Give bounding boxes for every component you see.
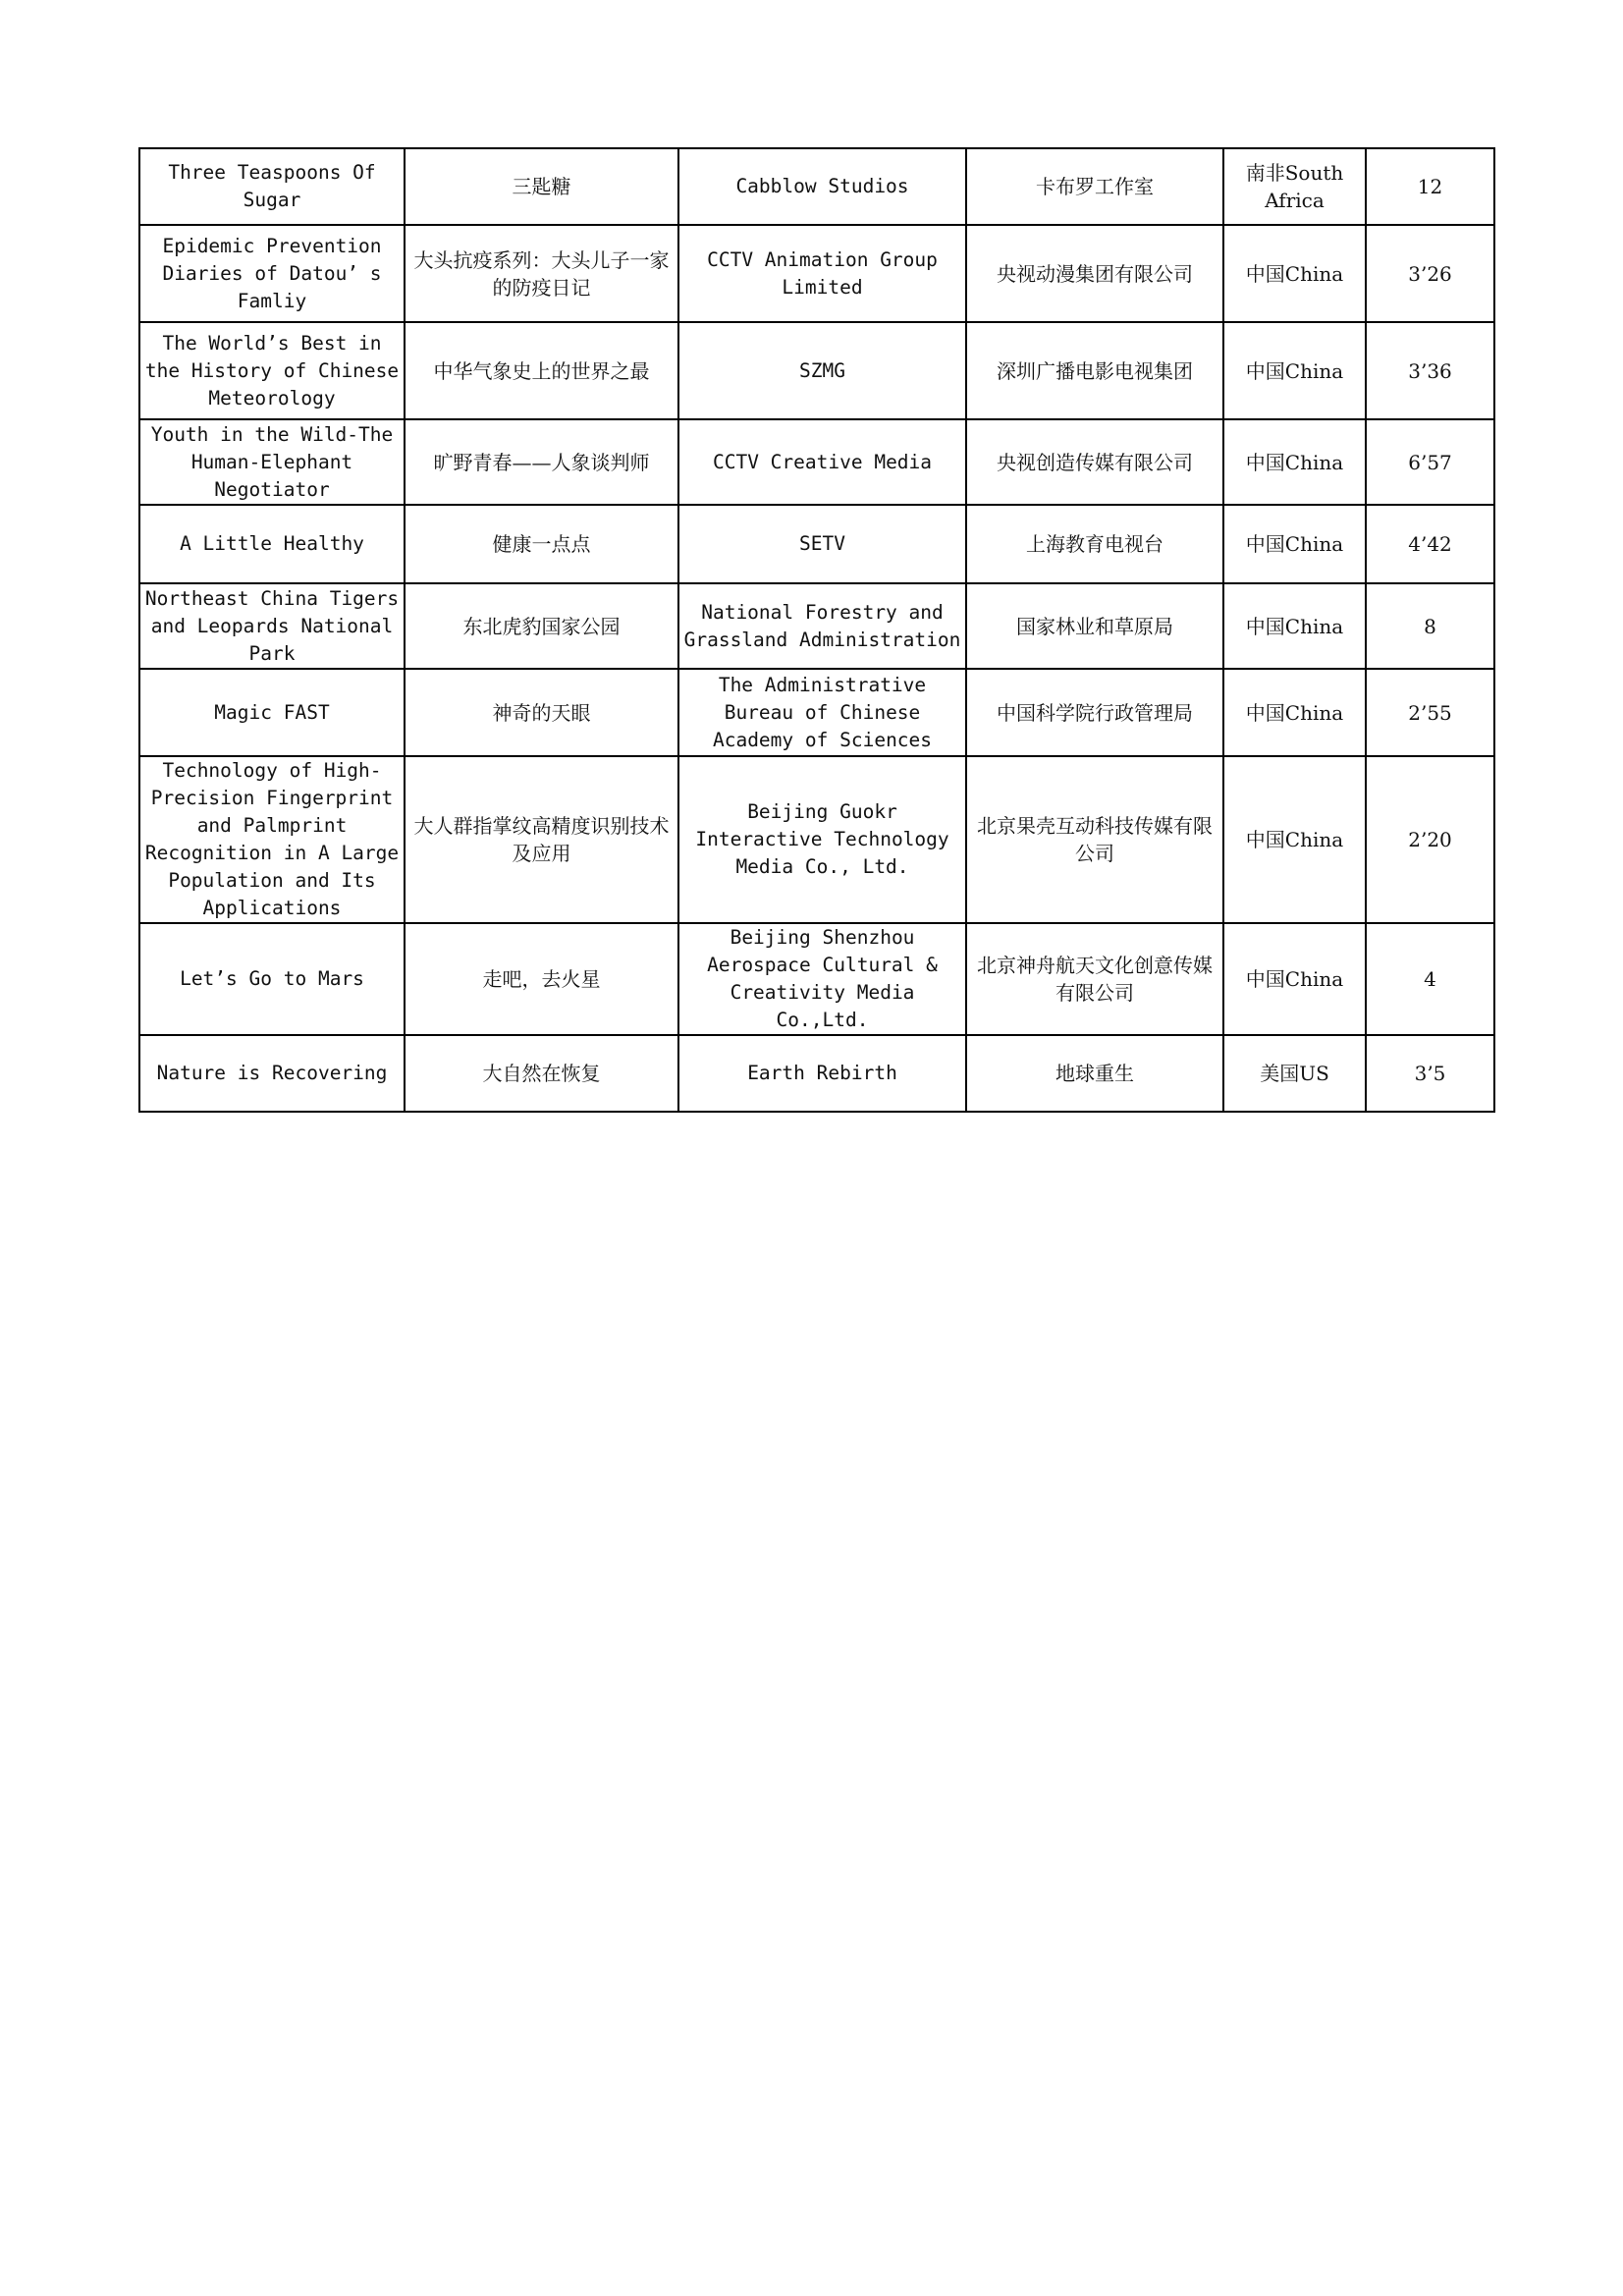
title-en-cell: Northeast China Tigers and Leopards National Park xyxy=(139,583,405,669)
producer-cn-cell: 卡布罗工作室 xyxy=(966,148,1223,225)
table-row xyxy=(139,505,1494,583)
duration-cell: 2’20 xyxy=(1366,756,1494,923)
table-row xyxy=(139,583,1494,669)
duration-cell: 2’55 xyxy=(1366,669,1494,756)
country-cell: 中国China xyxy=(1223,225,1366,322)
duration-cell: 6’57 xyxy=(1366,419,1494,505)
title-cn-cell: 东北虎豹国家公园 xyxy=(405,583,678,669)
country-cell: 中国China xyxy=(1223,923,1366,1035)
table-row xyxy=(139,322,1494,419)
producer-en-cell: SZMG xyxy=(678,322,966,419)
table-row xyxy=(139,419,1494,505)
table-row xyxy=(139,756,1494,923)
title-cn-cell: 三匙糖 xyxy=(405,148,678,225)
producer-en-cell: Beijing Guokr Interactive Technology Media Co., Ltd. xyxy=(678,756,966,923)
title-en-cell: The World’s Best in the History of Chinese Meteorology xyxy=(139,322,405,419)
producer-cn-cell: 央视动漫集团有限公司 xyxy=(966,225,1223,322)
title-cn-cell: 神奇的天眼 xyxy=(405,669,678,756)
title-cn-cell: 旷野青春——人象谈判师 xyxy=(405,419,678,505)
table-row xyxy=(139,225,1494,322)
producer-cn-cell: 中国科学院行政管理局 xyxy=(966,669,1223,756)
duration-cell: 4’42 xyxy=(1366,505,1494,583)
title-cn-cell: 大头抗疫系列：大头儿子一家的防疫日记 xyxy=(405,225,678,322)
country-cell: 中国China xyxy=(1223,669,1366,756)
duration-cell: 8 xyxy=(1366,583,1494,669)
title-cn-cell: 中华气象史上的世界之最 xyxy=(405,322,678,419)
title-cn-cell: 健康一点点 xyxy=(405,505,678,583)
title-en-cell: Technology of High-Precision Fingerprint and Palmprint Recognition in A Large Population and Its Applications xyxy=(139,756,405,923)
producer-cn-cell: 北京果壳互动科技传媒有限公司 xyxy=(966,756,1223,923)
duration-cell: 4 xyxy=(1366,923,1494,1035)
country-cell: 中国China xyxy=(1223,322,1366,419)
country-cell: 中国China xyxy=(1223,419,1366,505)
producer-cn-cell: 北京神舟航天文化创意传媒有限公司 xyxy=(966,923,1223,1035)
country-cell: 中国China xyxy=(1223,505,1366,583)
duration-cell: 3’26 xyxy=(1366,225,1494,322)
title-cn-cell: 大人群指掌纹高精度识别技术及应用 xyxy=(405,756,678,923)
producer-cn-cell: 深圳广播电影电视集团 xyxy=(966,322,1223,419)
table-row xyxy=(139,669,1494,756)
producer-en-cell: Cabblow Studios xyxy=(678,148,966,225)
producer-en-cell: National Forestry and Grassland Administration xyxy=(678,583,966,669)
title-en-cell: Let’s Go to Mars xyxy=(139,923,405,1035)
table-row xyxy=(139,1035,1494,1112)
title-en-cell: Nature is Recovering xyxy=(139,1035,405,1112)
title-en-cell: Epidemic Prevention Diaries of Datou’ s Famliy xyxy=(139,225,405,322)
producer-en-cell: SETV xyxy=(678,505,966,583)
producer-en-cell: Beijing Shenzhou Aerospace Cultural & Creativity Media Co.,Ltd. xyxy=(678,923,966,1035)
producer-en-cell: CCTV Creative Media xyxy=(678,419,966,505)
title-cn-cell: 走吧，去火星 xyxy=(405,923,678,1035)
table-row xyxy=(139,923,1494,1035)
country-cell: 中国China xyxy=(1223,756,1366,923)
duration-cell: 3’36 xyxy=(1366,322,1494,419)
country-cell: 美国US xyxy=(1223,1035,1366,1112)
title-en-cell: A Little Healthy xyxy=(139,505,405,583)
country-cell: 南非South Africa xyxy=(1223,148,1366,225)
title-en-cell: Magic FAST xyxy=(139,669,405,756)
table-row xyxy=(139,148,1494,225)
title-cn-cell: 大自然在恢复 xyxy=(405,1035,678,1112)
producer-cn-cell: 地球重生 xyxy=(966,1035,1223,1112)
producer-en-cell: Earth Rebirth xyxy=(678,1035,966,1112)
producer-cn-cell: 国家林业和草原局 xyxy=(966,583,1223,669)
entries-table xyxy=(138,147,1495,1113)
duration-cell: 3’5 xyxy=(1366,1035,1494,1112)
producer-en-cell: The Administrative Bureau of Chinese Academy of Sciences xyxy=(678,669,966,756)
duration-cell: 12 xyxy=(1366,148,1494,225)
producer-cn-cell: 上海教育电视台 xyxy=(966,505,1223,583)
title-en-cell: Youth in the Wild-The Human-Elephant Negotiator xyxy=(139,419,405,505)
producer-en-cell: CCTV Animation Group Limited xyxy=(678,225,966,322)
country-cell: 中国China xyxy=(1223,583,1366,669)
producer-cn-cell: 央视创造传媒有限公司 xyxy=(966,419,1223,505)
title-en-cell: Three Teaspoons Of Sugar xyxy=(139,148,405,225)
